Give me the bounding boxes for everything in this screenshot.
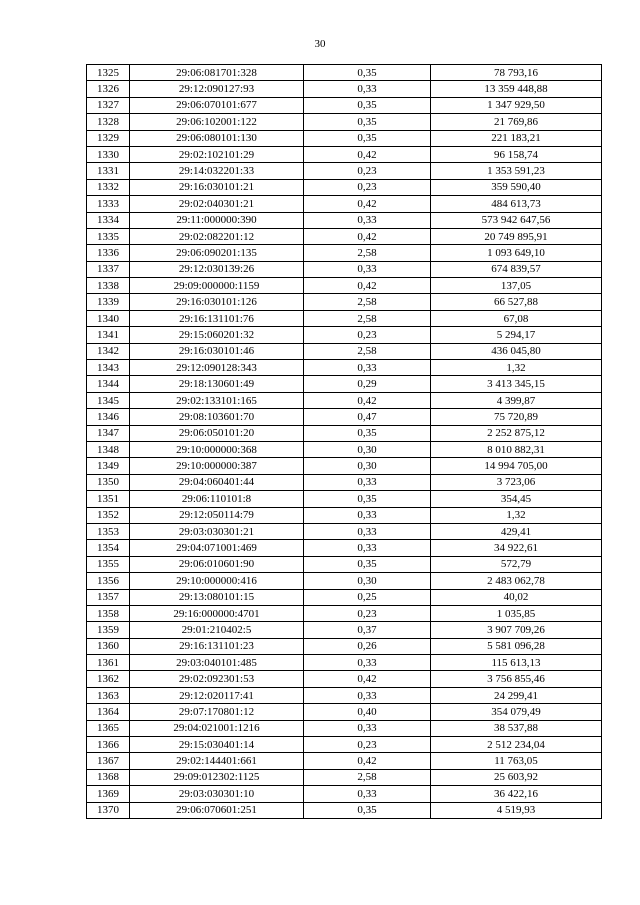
value-cell: 2 252 875,12 <box>431 425 602 441</box>
table-row <box>87 228 602 244</box>
cadastral-number-cell: 29:15:060201:32 <box>130 327 304 343</box>
table-row <box>87 737 602 753</box>
row-number-cell: 1332 <box>87 179 130 195</box>
cadastral-number-cell: 29:18:130601:49 <box>130 376 304 392</box>
table-row <box>87 523 602 539</box>
cadastral-number-cell: 29:06:050101:20 <box>130 425 304 441</box>
value-cell: 572,79 <box>431 556 602 572</box>
coefficient-cell: 0,42 <box>304 228 431 244</box>
coefficient-cell: 0,30 <box>304 458 431 474</box>
row-number-cell: 1336 <box>87 245 130 261</box>
cadastral-number-cell: 29:06:070601:251 <box>130 802 304 818</box>
cadastral-number-cell: 29:02:082201:12 <box>130 228 304 244</box>
table-row <box>87 65 602 81</box>
table-row <box>87 196 602 212</box>
table-row <box>87 343 602 359</box>
coefficient-cell: 0,47 <box>304 409 431 425</box>
table-row <box>87 441 602 457</box>
coefficient-cell: 0,35 <box>304 114 431 130</box>
row-number-cell: 1346 <box>87 409 130 425</box>
coefficient-cell: 0,35 <box>304 802 431 818</box>
row-number-cell: 1349 <box>87 458 130 474</box>
table-row <box>87 556 602 572</box>
cadastral-number-cell: 29:04:060401:44 <box>130 474 304 490</box>
table-row <box>87 638 602 654</box>
value-cell: 67,08 <box>431 310 602 326</box>
table-row <box>87 507 602 523</box>
table-row <box>87 687 602 703</box>
cadastral-number-cell: 29:03:040101:485 <box>130 655 304 671</box>
table-row <box>87 212 602 228</box>
table-row <box>87 458 602 474</box>
table-row <box>87 704 602 720</box>
row-number-cell: 1344 <box>87 376 130 392</box>
value-cell: 34 922,61 <box>431 540 602 556</box>
table-row <box>87 540 602 556</box>
table-row <box>87 179 602 195</box>
table-row <box>87 786 602 802</box>
value-cell: 4 519,93 <box>431 802 602 818</box>
cadastral-number-cell: 29:09:000000:1159 <box>130 278 304 294</box>
coefficient-cell: 0,29 <box>304 376 431 392</box>
coefficient-cell: 0,25 <box>304 589 431 605</box>
coefficient-cell: 0,33 <box>304 507 431 523</box>
value-cell: 674 839,57 <box>431 261 602 277</box>
value-cell: 115 613,13 <box>431 655 602 671</box>
cadastral-number-cell: 29:12:050114:79 <box>130 507 304 523</box>
value-cell: 1 035,85 <box>431 605 602 621</box>
coefficient-cell: 0,35 <box>304 97 431 113</box>
row-number-cell: 1365 <box>87 720 130 736</box>
cadastral-number-cell: 29:13:080101:15 <box>130 589 304 605</box>
row-number-cell: 1347 <box>87 425 130 441</box>
table-row <box>87 753 602 769</box>
coefficient-cell: 0,23 <box>304 179 431 195</box>
cadastral-number-cell: 29:03:030301:10 <box>130 786 304 802</box>
row-number-cell: 1370 <box>87 802 130 818</box>
coefficient-cell: 0,33 <box>304 655 431 671</box>
table-row <box>87 655 602 671</box>
cadastral-number-cell: 29:08:103601:70 <box>130 409 304 425</box>
table-row <box>87 802 602 818</box>
table-body <box>87 65 602 819</box>
row-number-cell: 1366 <box>87 737 130 753</box>
coefficient-cell: 2,58 <box>304 294 431 310</box>
cadastral-number-cell: 29:02:102101:29 <box>130 146 304 162</box>
cadastral-number-cell: 29:12:090128:343 <box>130 360 304 376</box>
table-row <box>87 97 602 113</box>
row-number-cell: 1340 <box>87 310 130 326</box>
row-number-cell: 1359 <box>87 622 130 638</box>
row-number-cell: 1334 <box>87 212 130 228</box>
cadastral-value-table <box>86 64 602 819</box>
cadastral-number-cell: 29:03:030301:21 <box>130 523 304 539</box>
table-row <box>87 146 602 162</box>
value-cell: 66 527,88 <box>431 294 602 310</box>
coefficient-cell: 2,58 <box>304 245 431 261</box>
cadastral-number-cell: 29:10:000000:387 <box>130 458 304 474</box>
cadastral-number-cell: 29:02:144401:661 <box>130 753 304 769</box>
coefficient-cell: 0,33 <box>304 720 431 736</box>
value-cell: 13 359 448,88 <box>431 81 602 97</box>
table-row <box>87 360 602 376</box>
table-row <box>87 392 602 408</box>
table-row <box>87 163 602 179</box>
table-row <box>87 310 602 326</box>
coefficient-cell: 0,42 <box>304 392 431 408</box>
cadastral-number-cell: 29:15:030401:14 <box>130 737 304 753</box>
coefficient-cell: 0,40 <box>304 704 431 720</box>
row-number-cell: 1356 <box>87 573 130 589</box>
coefficient-cell: 0,42 <box>304 753 431 769</box>
row-number-cell: 1337 <box>87 261 130 277</box>
row-number-cell: 1369 <box>87 786 130 802</box>
value-cell: 484 613,73 <box>431 196 602 212</box>
table-row <box>87 376 602 392</box>
value-cell: 1,32 <box>431 507 602 523</box>
value-cell: 137,05 <box>431 278 602 294</box>
value-cell: 359 590,40 <box>431 179 602 195</box>
table-row <box>87 622 602 638</box>
coefficient-cell: 0,23 <box>304 163 431 179</box>
value-cell: 1 347 929,50 <box>431 97 602 113</box>
value-cell: 24 299,41 <box>431 687 602 703</box>
coefficient-cell: 0,42 <box>304 146 431 162</box>
cadastral-number-cell: 29:12:030139:26 <box>130 261 304 277</box>
cadastral-number-cell: 29:04:021001:1216 <box>130 720 304 736</box>
cadastral-number-cell: 29:02:133101:165 <box>130 392 304 408</box>
row-number-cell: 1355 <box>87 556 130 572</box>
value-cell: 2 512 234,04 <box>431 737 602 753</box>
value-cell: 429,41 <box>431 523 602 539</box>
cadastral-number-cell: 29:12:020117:41 <box>130 687 304 703</box>
value-cell: 573 942 647,56 <box>431 212 602 228</box>
table-row <box>87 409 602 425</box>
cadastral-number-cell: 29:09:012302:1125 <box>130 769 304 785</box>
row-number-cell: 1330 <box>87 146 130 162</box>
row-number-cell: 1364 <box>87 704 130 720</box>
table-row <box>87 294 602 310</box>
row-number-cell: 1352 <box>87 507 130 523</box>
row-number-cell: 1362 <box>87 671 130 687</box>
cadastral-number-cell: 29:16:030101:46 <box>130 343 304 359</box>
row-number-cell: 1342 <box>87 343 130 359</box>
table-row <box>87 720 602 736</box>
value-cell: 221 183,21 <box>431 130 602 146</box>
cadastral-number-cell: 29:06:081701:328 <box>130 65 304 81</box>
coefficient-cell: 0,33 <box>304 81 431 97</box>
coefficient-cell: 0,33 <box>304 523 431 539</box>
coefficient-cell: 0,30 <box>304 573 431 589</box>
table-row <box>87 589 602 605</box>
table-row <box>87 605 602 621</box>
coefficient-cell: 0,33 <box>304 540 431 556</box>
row-number-cell: 1368 <box>87 769 130 785</box>
cadastral-number-cell: 29:11:000000:390 <box>130 212 304 228</box>
value-cell: 1 353 591,23 <box>431 163 602 179</box>
coefficient-cell: 0,33 <box>304 360 431 376</box>
cadastral-number-cell: 29:10:000000:416 <box>130 573 304 589</box>
row-number-cell: 1339 <box>87 294 130 310</box>
table-row <box>87 474 602 490</box>
table-row <box>87 491 602 507</box>
value-cell: 75 720,89 <box>431 409 602 425</box>
row-number-cell: 1353 <box>87 523 130 539</box>
value-cell: 3 413 345,15 <box>431 376 602 392</box>
cadastral-number-cell: 29:06:090201:135 <box>130 245 304 261</box>
row-number-cell: 1343 <box>87 360 130 376</box>
coefficient-cell: 0,33 <box>304 261 431 277</box>
value-cell: 354,45 <box>431 491 602 507</box>
value-cell: 3 756 855,46 <box>431 671 602 687</box>
coefficient-cell: 0,35 <box>304 65 431 81</box>
row-number-cell: 1350 <box>87 474 130 490</box>
cadastral-number-cell: 29:16:030101:126 <box>130 294 304 310</box>
row-number-cell: 1341 <box>87 327 130 343</box>
row-number-cell: 1360 <box>87 638 130 654</box>
table-row <box>87 261 602 277</box>
coefficient-cell: 0,33 <box>304 474 431 490</box>
coefficient-cell: 0,30 <box>304 441 431 457</box>
value-cell: 78 793,16 <box>431 65 602 81</box>
row-number-cell: 1329 <box>87 130 130 146</box>
coefficient-cell: 0,33 <box>304 212 431 228</box>
coefficient-cell: 0,26 <box>304 638 431 654</box>
value-cell: 25 603,92 <box>431 769 602 785</box>
value-cell: 21 769,86 <box>431 114 602 130</box>
value-cell: 3 907 709,26 <box>431 622 602 638</box>
coefficient-cell: 0,23 <box>304 605 431 621</box>
table-row <box>87 671 602 687</box>
table-row <box>87 327 602 343</box>
row-number-cell: 1351 <box>87 491 130 507</box>
row-number-cell: 1326 <box>87 81 130 97</box>
coefficient-cell: 2,58 <box>304 769 431 785</box>
row-number-cell: 1345 <box>87 392 130 408</box>
value-cell: 40,02 <box>431 589 602 605</box>
cadastral-number-cell: 29:01:210402:5 <box>130 622 304 638</box>
value-cell: 2 483 062,78 <box>431 573 602 589</box>
coefficient-cell: 2,58 <box>304 310 431 326</box>
cadastral-number-cell: 29:06:010601:90 <box>130 556 304 572</box>
row-number-cell: 1327 <box>87 97 130 113</box>
coefficient-cell: 0,42 <box>304 671 431 687</box>
cadastral-number-cell: 29:06:110101:8 <box>130 491 304 507</box>
value-cell: 20 749 895,91 <box>431 228 602 244</box>
table-row <box>87 245 602 261</box>
row-number-cell: 1363 <box>87 687 130 703</box>
row-number-cell: 1348 <box>87 441 130 457</box>
table-row <box>87 425 602 441</box>
row-number-cell: 1338 <box>87 278 130 294</box>
table-row <box>87 114 602 130</box>
coefficient-cell: 0,35 <box>304 130 431 146</box>
value-cell: 4 399,87 <box>431 392 602 408</box>
row-number-cell: 1354 <box>87 540 130 556</box>
cadastral-number-cell: 29:04:071001:469 <box>130 540 304 556</box>
table-row <box>87 769 602 785</box>
row-number-cell: 1357 <box>87 589 130 605</box>
cadastral-number-cell: 29:10:000000:368 <box>130 441 304 457</box>
value-cell: 5 581 096,28 <box>431 638 602 654</box>
cadastral-number-cell: 29:12:090127:93 <box>130 81 304 97</box>
coefficient-cell: 0,35 <box>304 556 431 572</box>
cadastral-number-cell: 29:16:131101:76 <box>130 310 304 326</box>
row-number-cell: 1325 <box>87 65 130 81</box>
cadastral-number-cell: 29:06:102001:122 <box>130 114 304 130</box>
cadastral-number-cell: 29:06:070101:677 <box>130 97 304 113</box>
coefficient-cell: 0,23 <box>304 737 431 753</box>
table-row <box>87 573 602 589</box>
coefficient-cell: 0,42 <box>304 196 431 212</box>
coefficient-cell: 0,37 <box>304 622 431 638</box>
coefficient-cell: 0,35 <box>304 425 431 441</box>
row-number-cell: 1361 <box>87 655 130 671</box>
cadastral-number-cell: 29:02:092301:53 <box>130 671 304 687</box>
coefficient-cell: 0,35 <box>304 491 431 507</box>
page-number: 30 <box>314 38 326 50</box>
row-number-cell: 1335 <box>87 228 130 244</box>
row-number-cell: 1331 <box>87 163 130 179</box>
value-cell: 1,32 <box>431 360 602 376</box>
cadastral-number-cell: 29:07:170801:12 <box>130 704 304 720</box>
row-number-cell: 1367 <box>87 753 130 769</box>
row-number-cell: 1358 <box>87 605 130 621</box>
coefficient-cell: 0,42 <box>304 278 431 294</box>
cadastral-number-cell: 29:06:080101:130 <box>130 130 304 146</box>
coefficient-cell: 0,33 <box>304 786 431 802</box>
value-cell: 14 994 705,00 <box>431 458 602 474</box>
coefficient-cell: 2,58 <box>304 343 431 359</box>
cadastral-number-cell: 29:16:000000:4701 <box>130 605 304 621</box>
coefficient-cell: 0,33 <box>304 687 431 703</box>
value-cell: 354 079,49 <box>431 704 602 720</box>
value-cell: 5 294,17 <box>431 327 602 343</box>
value-cell: 36 422,16 <box>431 786 602 802</box>
value-cell: 436 045,80 <box>431 343 602 359</box>
cadastral-number-cell: 29:02:040301:21 <box>130 196 304 212</box>
table-row <box>87 278 602 294</box>
cadastral-number-cell: 29:14:032201:33 <box>130 163 304 179</box>
value-cell: 8 010 882,31 <box>431 441 602 457</box>
value-cell: 3 723,06 <box>431 474 602 490</box>
value-cell: 1 093 649,10 <box>431 245 602 261</box>
value-cell: 11 763,05 <box>431 753 602 769</box>
value-cell: 96 158,74 <box>431 146 602 162</box>
row-number-cell: 1328 <box>87 114 130 130</box>
row-number-cell: 1333 <box>87 196 130 212</box>
value-cell: 38 537,88 <box>431 720 602 736</box>
coefficient-cell: 0,23 <box>304 327 431 343</box>
cadastral-number-cell: 29:16:030101:21 <box>130 179 304 195</box>
table-row <box>87 130 602 146</box>
cadastral-number-cell: 29:16:131101:23 <box>130 638 304 654</box>
table-row <box>87 81 602 97</box>
